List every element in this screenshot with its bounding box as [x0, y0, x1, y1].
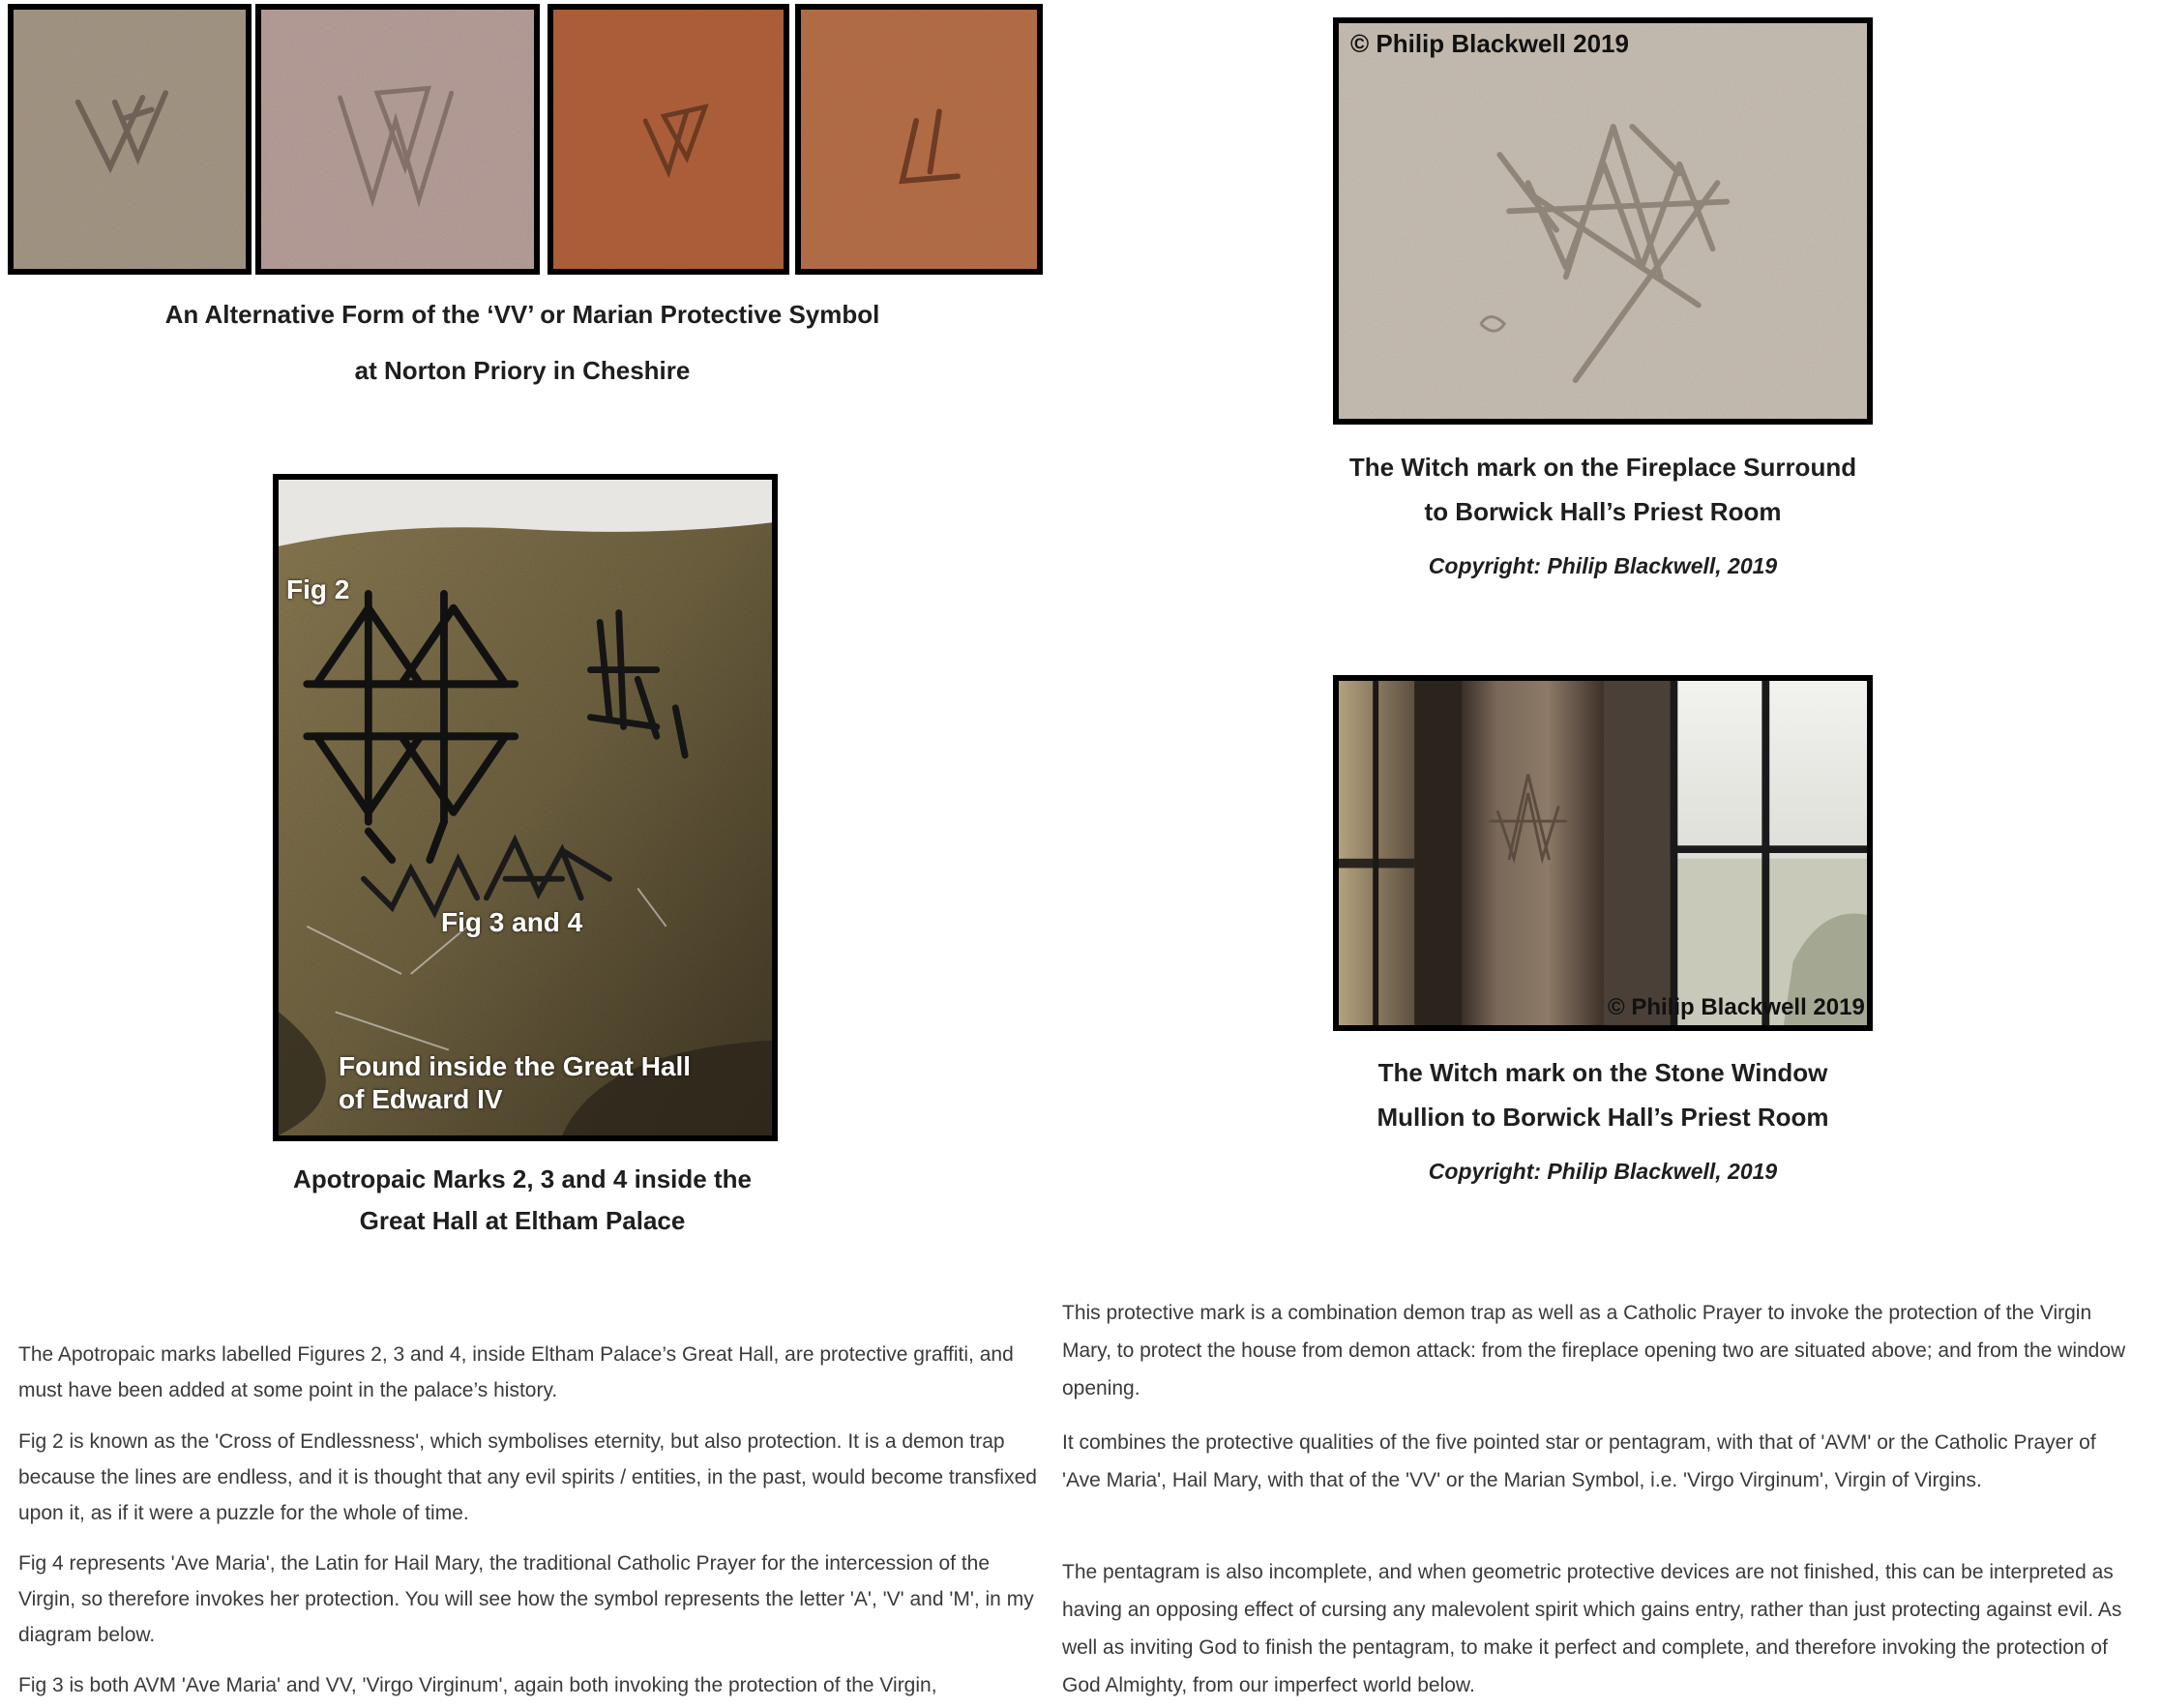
norton-caption-line-1: An Alternative Form of the ‘VV’ or Marian Protective Symbol: [164, 300, 880, 329]
eltham-caption-line-1: Apotropaic Marks 2, 3 and 4 inside the: [293, 1164, 752, 1193]
fig-2-label: Fig 2: [286, 574, 350, 604]
fireplace-caption: [1264, 445, 1941, 534]
left-paragraph-4: Fig 3 is both AVM 'Ave Maria' and VV, 'Virgo Virginum', again both invoking the protection of the Virgin,: [18, 1674, 937, 1696]
right-paragraph-2: It combines the protective qualities of the five pointed star or pentagram, with that of 'AVM' or the Catholic Prayer of 'Ave Maria', Hail Mary, with that of the 'VV' or the Marian Symbol, i.e. 'Virgo Virginum', Virgin of Virgins.: [1062, 1431, 2096, 1491]
eltham-great-hall-photo: [273, 474, 778, 1141]
found-inside-label-line-1: Found inside the Great Hall: [339, 1051, 692, 1081]
eltham-caption-line-2: Great Hall at Eltham Palace: [359, 1206, 686, 1235]
window-copyright: Copyright: Philip Blackwell, 2019: [1428, 1159, 1778, 1184]
fireplace-watermark: © Philip Blackwell 2019: [1350, 29, 1629, 58]
right-paragraph-1: This protective mark is a combination demon trap as well as a Catholic Prayer to invoke the protection of the Virgin Mary, to protect the house from demon attack: from the fireplace opening two are situated above; and from the window opening.: [1062, 1302, 2126, 1399]
found-inside-label: [339, 1050, 691, 1116]
window-caption-line-2: Mullion to Borwick Hall’s Priest Room: [1377, 1103, 1829, 1132]
window-caption: [1264, 1050, 1941, 1139]
found-inside-label-line-2: of Edward IV: [339, 1084, 503, 1114]
window-watermark: © Philip Blackwell 2019: [1608, 994, 1865, 1020]
fig-3-and-4-label: Fig 3 and 4: [441, 907, 583, 937]
eltham-caption: [193, 1159, 851, 1242]
fireplace-caption-line-2: to Borwick Hall’s Priest Room: [1424, 497, 1782, 526]
norton-caption-line-2: at Norton Priory in Cheshire: [354, 356, 691, 385]
right-paragraph-3: The pentagram is also incomplete, and when geometric protective devices are not finished, this can be interpreted as having an opposing effect of cursing any malevolent spirit which gains entry, rather than just protecting against evil. As well as inviting God to finish the pentagram, to make it perfect and complete, and therefore invoking the protection of God Almighty, from our imperfect world below.: [1062, 1561, 2122, 1696]
fireplace-copyright: Copyright: Philip Blackwell, 2019: [1428, 553, 1778, 578]
left-paragraph-1: The Apotropaic marks labelled Figures 2, 3 and 4, inside Eltham Palace’s Great Hall, are protective graffiti, and must have been added at some point in the palace’s history.: [18, 1343, 1014, 1401]
fireplace-witch-mark-photo: [1333, 17, 1873, 425]
fireplace-caption-line-1: The Witch mark on the Fireplace Surround: [1348, 453, 1857, 482]
norton-thumbnail-3: [548, 4, 789, 275]
left-paragraph-2: Fig 2 is known as the 'Cross of Endlessness', which symbolises eternity, but also protection. It is a demon trap because the lines are endless, and it is thought that any evil spirits / entities, in the past, would become transfixed upon it, as if it were a puzzle for the whole of time.: [18, 1430, 1037, 1524]
window-mullion-witch-mark-photo: [1333, 675, 1873, 1031]
norton-thumbnail-4: [795, 4, 1043, 275]
norton-thumbnail-1: [8, 4, 252, 275]
norton-thumbnail-2: [255, 4, 540, 275]
window-caption-line-1: The Witch mark on the Stone Window: [1377, 1058, 1828, 1087]
left-paragraph-3: Fig 4 represents 'Ave Maria', the Latin for Hail Mary, the traditional Catholic Prayer for the intercession of the Virgin, so therefore invokes her protection. You will see how the symbol represents the letter 'A', 'V' and 'M', in my diagram below.: [18, 1552, 1034, 1646]
norton-caption: [39, 292, 1006, 393]
